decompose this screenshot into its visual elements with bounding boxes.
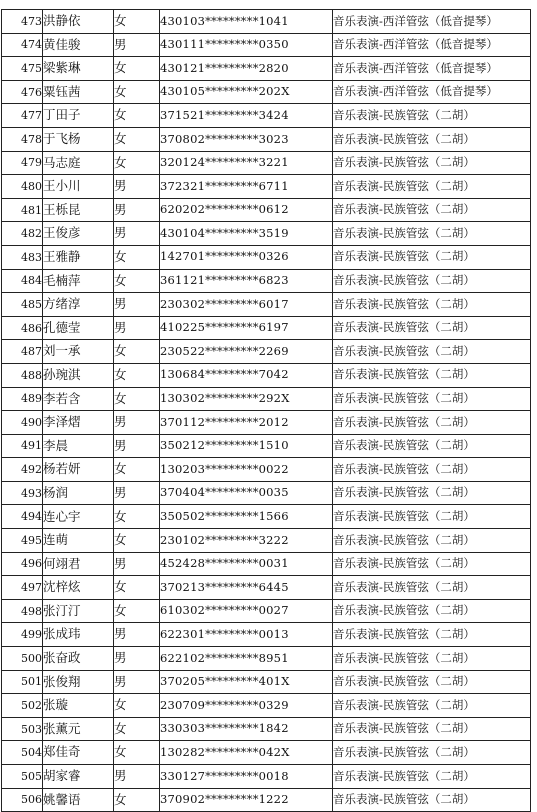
id-number: 430121*********2820 (160, 57, 333, 81)
student-gender: 男 (114, 33, 160, 57)
student-name: 粟钰茜 (43, 80, 114, 104)
student-gender: 女 (114, 80, 160, 104)
id-number: 370802*********3023 (160, 127, 333, 151)
table-row (2, 599, 531, 623)
row-number: 488 (2, 363, 43, 387)
major-name: 音乐表演-民族管弦（二胡） (333, 741, 531, 765)
major-name: 音乐表演-民族管弦（二胡） (333, 127, 531, 151)
id-number: 230302*********6017 (160, 293, 333, 317)
student-name: 张俊翔 (43, 670, 114, 694)
table-row (2, 529, 531, 553)
table-row (2, 505, 531, 529)
student-name: 张璇 (43, 694, 114, 718)
major-name: 音乐表演-民族管弦（二胡） (333, 175, 531, 199)
id-number: 320124*********3221 (160, 151, 333, 175)
major-name: 音乐表演-民族管弦（二胡） (333, 717, 531, 741)
table-row (2, 765, 531, 789)
id-number: 370112*********2012 (160, 411, 333, 435)
student-gender: 女 (114, 458, 160, 482)
student-gender: 女 (114, 505, 160, 529)
id-number: 622301*********0013 (160, 623, 333, 647)
row-number: 482 (2, 222, 43, 246)
row-number: 506 (2, 788, 43, 812)
id-number: 410225*********6197 (160, 316, 333, 340)
row-number: 475 (2, 57, 43, 81)
row-number: 490 (2, 411, 43, 435)
student-name: 张成玮 (43, 623, 114, 647)
id-number: 330303*********1842 (160, 717, 333, 741)
major-name: 音乐表演-民族管弦（二胡） (333, 245, 531, 269)
table-row (2, 647, 531, 671)
table-row (2, 741, 531, 765)
row-number: 498 (2, 599, 43, 623)
major-name: 音乐表演-民族管弦（二胡） (333, 481, 531, 505)
row-number: 497 (2, 576, 43, 600)
row-number: 483 (2, 245, 43, 269)
student-name: 方绪淳 (43, 293, 114, 317)
id-number: 430105*********202X (160, 80, 333, 104)
table-row (2, 316, 531, 340)
student-name: 王俊彦 (43, 222, 114, 246)
row-number: 493 (2, 481, 43, 505)
id-number: 620202*********0612 (160, 198, 333, 222)
row-number: 494 (2, 505, 43, 529)
id-number: 430103*********1041 (160, 10, 333, 34)
student-gender: 男 (114, 434, 160, 458)
student-name: 杨若妍 (43, 458, 114, 482)
table-row (2, 340, 531, 364)
table-row (2, 411, 531, 435)
student-name: 马志庭 (43, 151, 114, 175)
table-row (2, 293, 531, 317)
row-number: 487 (2, 340, 43, 364)
major-name: 音乐表演-民族管弦（二胡） (333, 670, 531, 694)
student-roster-table (1, 9, 531, 812)
student-name: 张薰元 (43, 717, 114, 741)
row-number: 473 (2, 10, 43, 34)
major-name: 音乐表演-民族管弦（二胡） (333, 411, 531, 435)
major-name: 音乐表演-民族管弦（二胡） (333, 387, 531, 411)
row-number: 486 (2, 316, 43, 340)
id-number: 372321*********6711 (160, 175, 333, 199)
student-gender: 男 (114, 411, 160, 435)
major-name: 音乐表演-民族管弦（二胡） (333, 623, 531, 647)
student-name: 何翊君 (43, 552, 114, 576)
table-row (2, 363, 531, 387)
id-number: 350212*********1510 (160, 434, 333, 458)
major-name: 音乐表演-民族管弦（二胡） (333, 576, 531, 600)
id-number: 370205*********401X (160, 670, 333, 694)
student-name: 洪静依 (43, 10, 114, 34)
student-gender: 女 (114, 788, 160, 812)
id-number: 350502*********1566 (160, 505, 333, 529)
table-row (2, 10, 531, 34)
row-number: 479 (2, 151, 43, 175)
student-name: 沈梓炫 (43, 576, 114, 600)
major-name: 音乐表演-民族管弦（二胡） (333, 458, 531, 482)
table-row (2, 57, 531, 81)
row-number: 500 (2, 647, 43, 671)
table-row (2, 576, 531, 600)
major-name: 音乐表演-民族管弦（二胡） (333, 647, 531, 671)
table-row (2, 104, 531, 128)
table-row (2, 127, 531, 151)
table-row (2, 481, 531, 505)
major-name: 音乐表演-民族管弦（二胡） (333, 363, 531, 387)
table-row (2, 151, 531, 175)
row-number: 484 (2, 269, 43, 293)
table-row (2, 175, 531, 199)
row-number: 491 (2, 434, 43, 458)
row-number: 501 (2, 670, 43, 694)
table-row (2, 788, 531, 812)
row-number: 504 (2, 741, 43, 765)
id-number: 371521*********3424 (160, 104, 333, 128)
student-gender: 男 (114, 293, 160, 317)
student-name: 于飞杨 (43, 127, 114, 151)
row-number: 505 (2, 765, 43, 789)
row-number: 495 (2, 529, 43, 553)
major-name: 音乐表演-民族管弦（二胡） (333, 694, 531, 718)
major-name: 音乐表演-民族管弦（二胡） (333, 198, 531, 222)
table-row (2, 269, 531, 293)
student-gender: 男 (114, 198, 160, 222)
student-name: 毛楠萍 (43, 269, 114, 293)
id-number: 361121*********6823 (160, 269, 333, 293)
table-row (2, 245, 531, 269)
table-row (2, 670, 531, 694)
major-name: 音乐表演-民族管弦（二胡） (333, 529, 531, 553)
student-name: 黄佳骏 (43, 33, 114, 57)
major-name: 音乐表演-西洋管弦（低音提琴） (333, 33, 531, 57)
major-name: 音乐表演-民族管弦（二胡） (333, 552, 531, 576)
major-name: 音乐表演-民族管弦（二胡） (333, 269, 531, 293)
row-number: 480 (2, 175, 43, 199)
student-gender: 女 (114, 599, 160, 623)
student-gender: 女 (114, 741, 160, 765)
student-gender: 女 (114, 127, 160, 151)
student-name: 孙琬淇 (43, 363, 114, 387)
student-gender: 男 (114, 222, 160, 246)
row-number: 503 (2, 717, 43, 741)
row-number: 489 (2, 387, 43, 411)
table-row (2, 80, 531, 104)
major-name: 音乐表演-民族管弦（二胡） (333, 788, 531, 812)
id-number: 330127*********0018 (160, 765, 333, 789)
row-number: 502 (2, 694, 43, 718)
student-gender: 女 (114, 340, 160, 364)
student-gender: 女 (114, 387, 160, 411)
row-number: 485 (2, 293, 43, 317)
major-name: 音乐表演-民族管弦（二胡） (333, 222, 531, 246)
row-number: 499 (2, 623, 43, 647)
table-row (2, 387, 531, 411)
student-gender: 女 (114, 57, 160, 81)
student-gender: 男 (114, 175, 160, 199)
student-gender: 女 (114, 10, 160, 34)
student-gender: 男 (114, 623, 160, 647)
row-number: 496 (2, 552, 43, 576)
student-name: 丁田子 (43, 104, 114, 128)
id-number: 610302*********0027 (160, 599, 333, 623)
student-name: 胡家睿 (43, 765, 114, 789)
student-name: 刘一承 (43, 340, 114, 364)
major-name: 音乐表演-民族管弦（二胡） (333, 765, 531, 789)
student-name: 张奋政 (43, 647, 114, 671)
table-row (2, 623, 531, 647)
student-gender: 男 (114, 552, 160, 576)
row-number: 474 (2, 33, 43, 57)
student-name: 梁紫琳 (43, 57, 114, 81)
major-name: 音乐表演-西洋管弦（低音提琴） (333, 80, 531, 104)
id-number: 130302*********292X (160, 387, 333, 411)
student-name: 姚馨语 (43, 788, 114, 812)
id-number: 370902*********1222 (160, 788, 333, 812)
student-name: 郑佳奇 (43, 741, 114, 765)
student-name: 杨润 (43, 481, 114, 505)
major-name: 音乐表演-民族管弦（二胡） (333, 316, 531, 340)
student-name: 王小川 (43, 175, 114, 199)
student-gender: 女 (114, 529, 160, 553)
student-name: 李晨 (43, 434, 114, 458)
id-number: 142701*********0326 (160, 245, 333, 269)
row-number: 492 (2, 458, 43, 482)
id-number: 622102*********8951 (160, 647, 333, 671)
id-number: 230102*********3222 (160, 529, 333, 553)
student-gender: 女 (114, 269, 160, 293)
student-gender: 女 (114, 363, 160, 387)
major-name: 音乐表演-民族管弦（二胡） (333, 434, 531, 458)
row-number: 481 (2, 198, 43, 222)
student-name: 李泽熠 (43, 411, 114, 435)
table-row (2, 33, 531, 57)
table-row (2, 434, 531, 458)
student-gender: 男 (114, 765, 160, 789)
student-gender: 女 (114, 717, 160, 741)
student-name: 王栎昆 (43, 198, 114, 222)
student-name: 王雅静 (43, 245, 114, 269)
table-row (2, 458, 531, 482)
id-number: 430104*********3519 (160, 222, 333, 246)
major-name: 音乐表演-西洋管弦（低音提琴） (333, 57, 531, 81)
major-name: 音乐表演-民族管弦（二胡） (333, 104, 531, 128)
table-row (2, 222, 531, 246)
table-row (2, 717, 531, 741)
id-number: 370213*********6445 (160, 576, 333, 600)
major-name: 音乐表演-民族管弦（二胡） (333, 151, 531, 175)
id-number: 230709*********0329 (160, 694, 333, 718)
student-name: 连心宇 (43, 505, 114, 529)
table-row (2, 552, 531, 576)
table-row (2, 694, 531, 718)
id-number: 130203*********0022 (160, 458, 333, 482)
student-gender: 女 (114, 576, 160, 600)
major-name: 音乐表演-民族管弦（二胡） (333, 340, 531, 364)
student-gender: 男 (114, 647, 160, 671)
student-gender: 女 (114, 245, 160, 269)
id-number: 130684*********7042 (160, 363, 333, 387)
table-row (2, 198, 531, 222)
student-name: 李若含 (43, 387, 114, 411)
major-name: 音乐表演-民族管弦（二胡） (333, 293, 531, 317)
student-gender: 男 (114, 481, 160, 505)
id-number: 452428*********0031 (160, 552, 333, 576)
major-name: 音乐表演-民族管弦（二胡） (333, 505, 531, 529)
student-name: 孔德莹 (43, 316, 114, 340)
student-name: 连萌 (43, 529, 114, 553)
student-gender: 女 (114, 151, 160, 175)
student-gender: 男 (114, 316, 160, 340)
id-number: 430111*********0350 (160, 33, 333, 57)
id-number: 370404*********0035 (160, 481, 333, 505)
student-gender: 女 (114, 694, 160, 718)
student-name: 张汀汀 (43, 599, 114, 623)
major-name: 音乐表演-西洋管弦（低音提琴） (333, 10, 531, 34)
id-number: 130282*********042X (160, 741, 333, 765)
id-number: 230522*********2269 (160, 340, 333, 364)
row-number: 477 (2, 104, 43, 128)
student-gender: 女 (114, 104, 160, 128)
roster-body (2, 10, 531, 812)
major-name: 音乐表演-民族管弦（二胡） (333, 599, 531, 623)
student-gender: 男 (114, 670, 160, 694)
row-number: 476 (2, 80, 43, 104)
row-number: 478 (2, 127, 43, 151)
